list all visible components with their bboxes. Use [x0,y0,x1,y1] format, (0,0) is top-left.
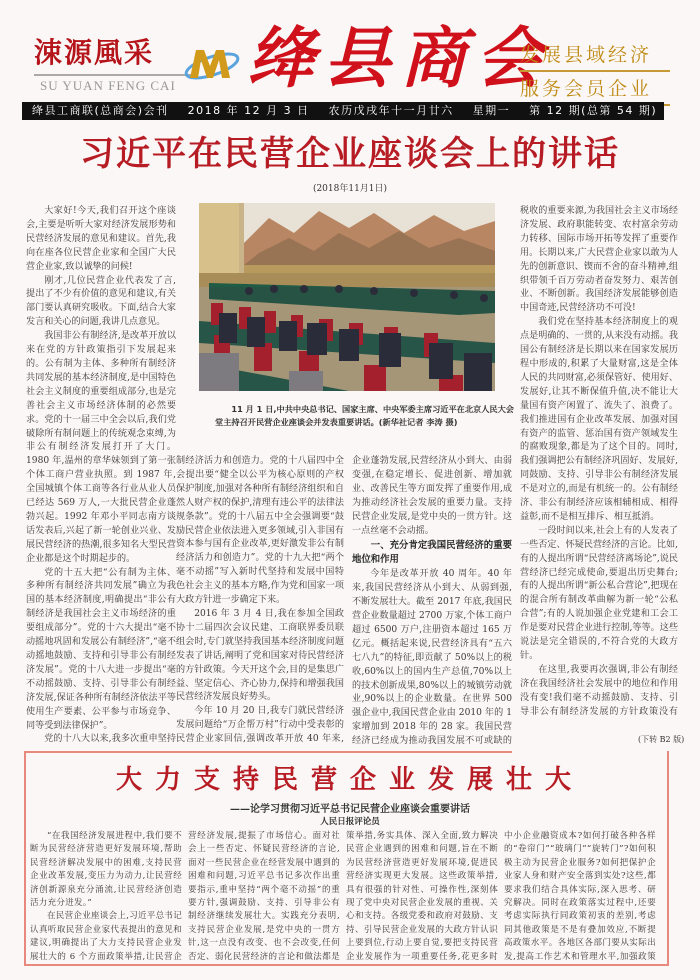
column-rule [34,74,194,76]
meeting-photo [199,203,495,391]
publisher: 绛县工商联(总商会)会刊 [32,104,169,117]
continued-notice[interactable]: (下转 B2 版) [638,735,685,744]
paragraph: 中小企业融资成本?如何打破各种各样的“卷帘门”“玻璃门”“旋转门”?如何积极主动为民营企业服务?如何把保护企业家人身和财产安全落到实处?这些,都要求我们结合具体实际,深入思考、研究解决。同时在政策落实过程中,还要考虑实际执行同政策初衷的差别,考虑同其他政策是不是有叠加效应,不断提高政策水平。各地区各部门要从实际出发,提高工作艺术和管理水平,加强政策 [504,831,656,962]
editorial-column-1 [30,830,182,964]
paragraph: 策举措,务实具体、深入全面,致力解决民营企业遇到的困难和问题,旨在不断为民营经济营造更好发展环境,促进民营经济实现更大发展。这些政策举措,具有很强的针对性、可操作性,深刻体现了党中央对民营企业发展的重视、关心和支持。各级党委和政府对鼓励、支持、引导民营企业发展的大政方针认识上要到位,行动上要自觉,要把支持民营企业发展作为一项重要任务,花更多时 [346,831,498,962]
editorial-subtitle: ——论学习贯彻习近平总书记民营企业座谈会重要讲话 [230,804,470,815]
slogans [520,42,700,110]
meeting-photo-image [199,203,495,391]
paragraph: “在我国经济发展进程中,我们要不断为民营经济营造更好发展环境,帮助民营经济解决发展中的困难,支持民营企业改革发展,变压力为动力,让民营经济创新源泉充分涌流,让民营经济创造活力充分迸发。” [30,831,182,909]
mx-logo-icon [182,46,240,82]
weekday: 星期一 [472,104,511,117]
paragraph: 今年是改革开放 40 周年。40 年来,我国民营经济从小到大、从弱到强,不断发展壮大。截至 2017 年底,我国民营企业数量超过 2700 万家,个体工商户超过 6500 万户,注册资本超过 165 万亿元。概括起来说,民营经济具有“五六七八九”的特征,即贡献了 50%以上的税收,60%以上的国内生产总值,70%以上的技术创新成果,80%以上的城镇劳动就业,90%以上的企业数量。在世界 500 强企业中,我国民营企业由 2010 年的 1 家增加到 2018 年的 28 家。我国民营经济已经成为推动我国发展不可或缺的 [352,569,512,745]
article-dateline: (2018年11月1日) [312,184,388,194]
paragraph: 一段时间以来,社会上有的人发表了一些否定、怀疑民营经济的言论。比如,有的人提出所谓“民营经济离场论”,说民营经济已经完成使命,要退出历史舞台;有的人提出所谓“新公私合营论”,把现在的混合所有制改革曲解为新一轮“公私合营”;有的人说加强企业党建和工会工作是要对民营企业进行控制,等等。这些说法是完全错误的,不符合党的大政方针。 [520,525,678,661]
paragraph: 我们党在坚持基本经济制度上的观点是明确的、一贯的,从来没有动摇。我国公有制经济是长期以来在国家发展历程中形成的,积累了大量财富,这是全体人民的共同财富,必须保管好、使用好、发展好,让其不断保值升值,决不能让大量国有资产闲置了、流失了、浪费了。我们推进国有企业改革发展、加强对国有资产的监管、惩治国有资产领域发生的腐败现象,都是为了这个目的。同时,我们强调把公有制经济巩固好、发展好,同鼓励、支持、引导非公有制经济发展不是对立的,而是有机统一的。公有制经济、非公有制经济应该相辅相成、相得益彰,而不是相互排斥、相互抵消。 [520,317,678,522]
column-name: 涑源風采 [34,36,155,69]
paragraph: 2016 年 3 月 4 日,我在参加全国政协十二届四次会议民建、工商联界委员联组会时,专门就坚持我国基本经济制度问题发表了讲话,阐明了党和国家对待民营经济的方针政策。今天开这个会,目的是集思广益、坚定信心、齐心协力,保持和增强我国民营经济发展良好势头。 [176,608,344,703]
article-column-1 [26,205,176,745]
editorial-column-4 [504,830,656,964]
section-heading: 一、充分肯定我国民营经济的重要地位和作用 [352,540,512,566]
slogan-2: 服务会员企业 [520,76,670,106]
paragraph: 在这里,我要再次强调,非公有制经济在我国经济社会发展中的地位和作用没有变!我们毫不动摇鼓励、支持、引导非公有制经济发展的方针政策没有 [520,664,678,717]
paragraph: 税收的重要来源,为我国社会主义市场经济发展、政府职能转变、农村富余劳动力转移、国际市场开拓等发挥了重要作用。长期以来,广大民营企业家以敢为人先的创新意识、锲而不舍的奋斗精神,组织带领千百万劳动者奋发努力、艰苦创业、不断创新。我国经济发展能够创造中国奇迹,民营经济功不可没! [520,206,678,314]
article-column-3 [352,455,512,745]
column-logo [34,36,199,94]
paragraph: 党的十八大以来,我多次重申坚持 [44,734,176,745]
slogan-1: 发展县域经济 [520,42,670,72]
paragraph: 企业蓬勃发展,民营经济从小到大、由弱变强,在稳定增长、促进创新、增加就业、改善民生等方面发挥了重要作用,成为推动经济社会发展的重要力量。支持民营企业发展,是党中央的一贯方针。这一点丝毫不会动摇。 [352,456,512,536]
paragraph: 我国非公有制经济,是改革开放以来在党的方针政策指引下发展起来的。公有制为主体、多种所有制经济共同发展的基本经济制度,是中国特色社会主义制度的重要组成部分,也是完善社会主义市场经济体制的必然要求。党的十一届三中全会以后,我们党破除所有制问题上的传统观念束缚,为非公有制经济发展打开了大门。1980 年,温州的章华妹领到了第一张个体工商户营业执照。到 1987 年,全国城镇个体工商等各行业从业人员已经达 569 万人,一大批民营企业蓬勃兴起。1992 年邓小平同志南方谈话发表后,兴起了新一轮创业兴业、发展民营经济的热潮,很多知名大型民营企业都是这个时期起步的。 [26,331,176,564]
editorial-column-3 [346,830,498,964]
issue-info-bar [22,102,664,120]
editorial-box-top-border [24,751,512,753]
article-headline: 习近平在民营企业座谈会上的讲话 [80,134,620,174]
editorial-column-2 [188,830,340,964]
paragraph: 在民营企业座谈会上,习近平总书记认真听取民营企业家代表提出的意见和建议,明确提出了大力支持民营企业发展壮大的 6 个方面政策举措,让民营企 [30,911,182,962]
paragraph: 营经济发展,提振了市场信心。面对社会上一些否定、怀疑民营经济的言论,面对一些民营企业在经营发展中遇到的困难和问题,习近平总书记多次作出重要指示,重申坚持“两个毫不动摇”的重要方针,强调鼓励、支持、引导非公有制经济继续发展壮大。实践充分表明,支持民营企业发展,是党中央的一贯方针,这一点没有改变、也不会改变,任何否定、弱化民营经济的言论和做法都是 [188,831,340,962]
column-pinyin: SU YUAN FENG CAI [40,78,176,93]
editorial-byline: 人民日报评论员 [320,817,380,827]
article-column-2 [176,455,344,745]
photo-caption: 11 月 1 日,中共中央总书记、国家主席、中央军委主席习近平在北京人民大会堂主持召开民营企业座谈会并发表重要讲话。(新华社记者 李涛 摄) [215,404,514,427]
issue-date: 2018 年 12 月 3 日 [187,104,310,117]
paragraph: 今年 10 月 20 日,我专门就民营经济发展问题给“万企帮万村”行动中受表彰的民营企业家回信,强调改革开放 40 年来, [176,706,344,745]
lunar-date: 农历戊戌年十一月廿六 [328,104,454,117]
paragraph: 大家好!今天,我们召开这个座谈会,主要是听听大家对经济发展形势和民营经济发展的意见和建议。首先,我向在座各位民营企业家和全国广大民营企业家,致以诚挚的问候! [26,206,176,272]
issue-number: 第 12 期(总第 54 期) [529,104,658,117]
paragraph: 党的十五大把“公有制为主体、多种所有制经济共同发展”确立为我国的基本经济制度,明确提出“非公有制经济是我国社会主义市场经济的重要组成部分”。党的十六大提出“毫不动摇地巩固和发展公有制经济”,“毫不动摇地鼓励、支持和引导非公有制经济发展”。党的十八大进一步提出“毫不动摇鼓励、支持、引导非公有制经济发展,保证各种所有制经济依法平等使用生产要素、公平参与市场竞争、同等受到法律保护”。 [26,567,176,731]
paragraph: 刚才,几位民营企业代表发了言,提出了不少有价值的意见和建议,有关部门要认真研究吸收。下面,结合大家发言和关心的问题,我讲几点意见。 [26,275,176,328]
paragraph: 制经济活力和创造力。党的十八届四中全会提出要“健全以公平为核心原则的产权保护制度,加强对各种所有制经济组织和自然人财产权的保护,清理有违公平的法律法规条款”。党的十八届五中全会强调要“鼓励民营企业依法进入更多领域,引入非国有资本参与国有企业改革,更好激发非公有制经济活力和创造力”。党的十九大把“两个毫不动摇”写入新时代坚持和发展中国特色社会主义的基本方略,作为党和国家一项大政方针进一步确定下来。 [176,456,344,606]
paper-title: 绛县商会 [248,19,552,97]
editorial-title: 大力支持民营企业发展壮大 [115,765,584,795]
article-column-4 [520,205,678,717]
